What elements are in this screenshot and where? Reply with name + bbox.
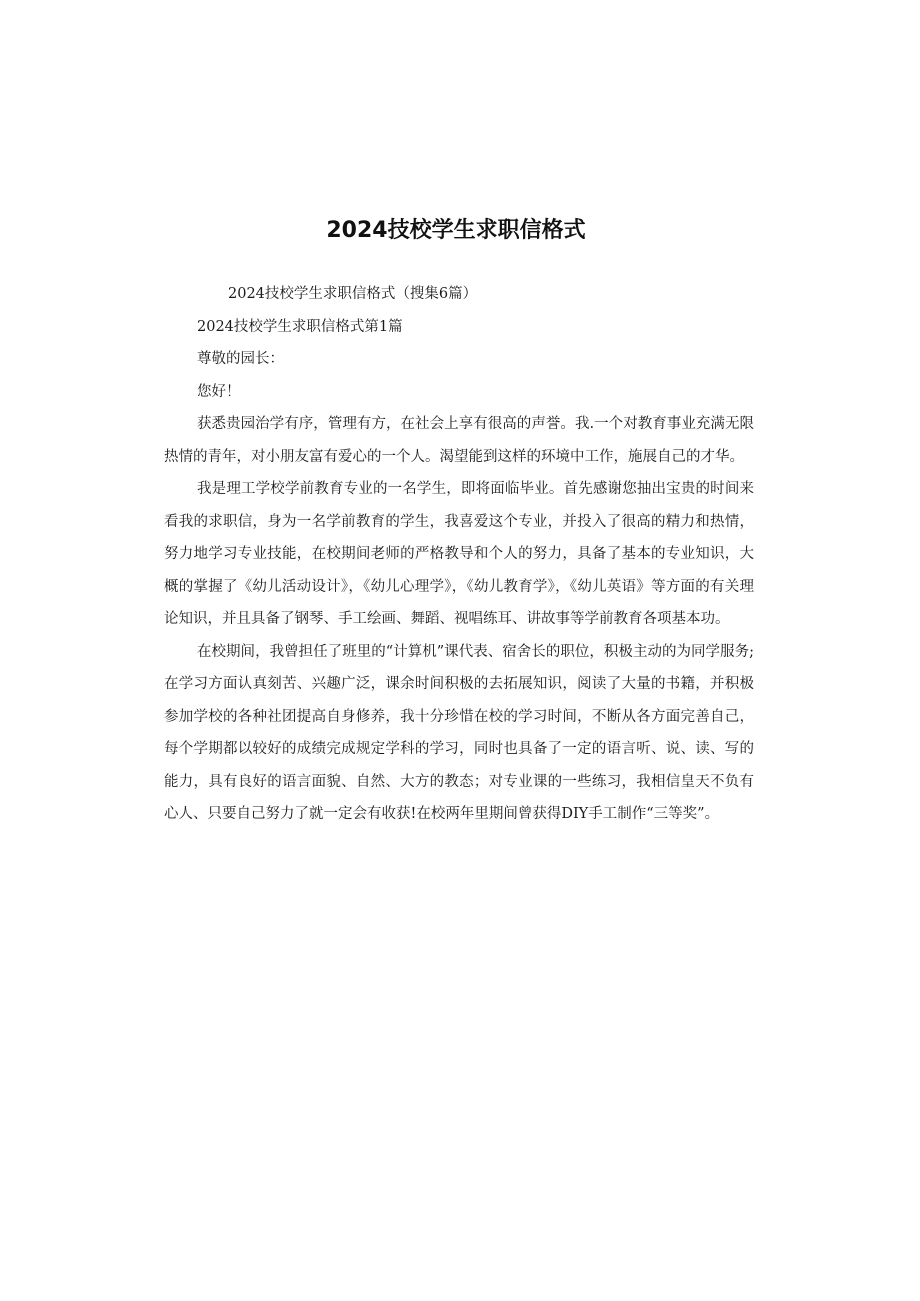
document-body [164, 278, 754, 831]
section-heading: 2024技校学生求职信格式第1篇 [197, 318, 403, 335]
salutation: 尊敬的园长： [197, 351, 284, 367]
document-title: 2024技校学生求职信格式 [326, 218, 586, 243]
greeting: 您好！ [197, 383, 241, 400]
body-paragraph-2: 我是理工学校学前教育专业的一名学生，即将面临毕业。首先感谢您抽出宝贵的时间来看我的求职信，身为一名学前教育的学生，我喜爱这个专业，并投入了很高的精力和热情，努力地学习专业技能，在校期间老师的严格教导和个人的努力，具备了基本的专业知识，大概的掌握了《幼儿活动设计》，《幼儿心理学》，《幼儿教育学》，《幼儿英语》等方面的有关理论知识，并且具备了钢琴、手工绘画、舞蹈、视唱练耳、讲故事等学前教育各项基本功。 [164, 481, 754, 627]
body-paragraph-1: 获悉贵园治学有序，管理有方，在社会上享有很高的声誉。我.一个对教育事业充满无限热情的青年，对小朋友富有爱心的一个人。渴望能到这样的环境中工作，施展自己的才华。 [164, 416, 754, 465]
document-subtitle: 2024技校学生求职信格式（搜集6篇） [228, 286, 478, 302]
body-paragraph-3: 在校期间，我曾担任了班里的“计算机”课代表、宿舍长的职位，积极主动的为同学服务;在学习方面认真刻苦、兴趣广泛，课余时间积极的去拓展知识，阅读了大量的书籍，并积极参加学校的各种社团提高自身修养，我十分珍惜在校的学习时间，不断从各方面完善自己，每个学期都以较好的成绩完成规定学科的学习，同时也具备了一定的语言听、说、读、写的能力，具有良好的语言面貌、自然、大方的教态；对专业课的一些练习，我相信皇天不负有心人、只要自己努力了就一定会有收获!在校两年里期间曾获得DIY手工制作“三等奖”。 [164, 643, 754, 822]
